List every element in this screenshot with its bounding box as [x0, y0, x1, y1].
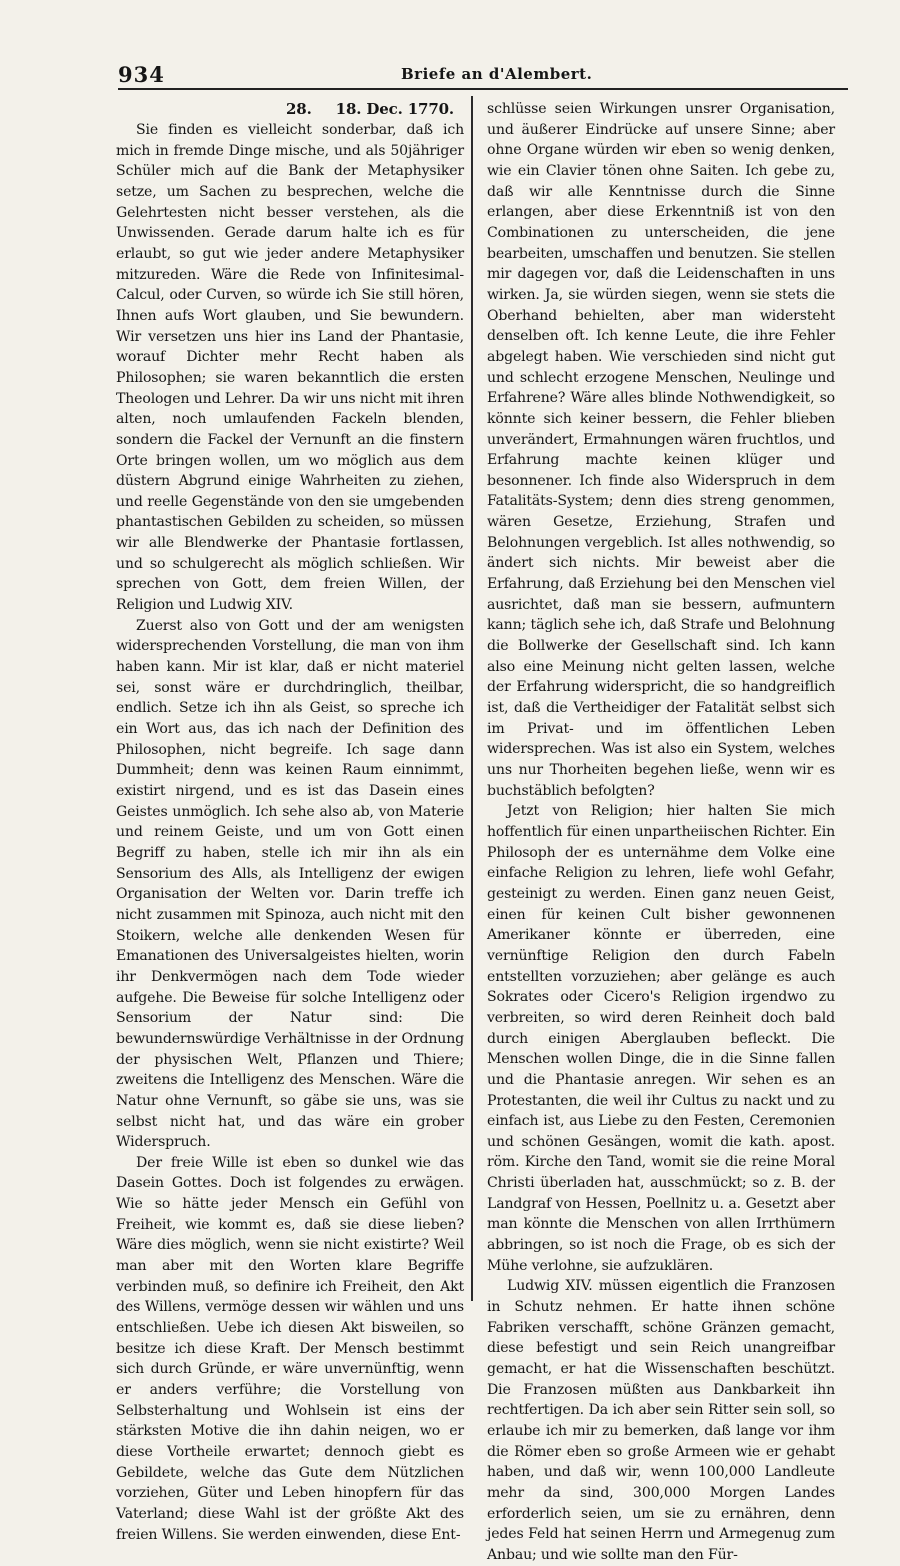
letter-number: 28.	[286, 100, 312, 118]
running-title: Briefe an d'Alembert.	[401, 65, 593, 83]
left-column	[116, 99, 464, 1545]
paragraph: Der freie Wille ist eben so dunkel wie das Dasein Gottes. Doch ist folgendes zu erwägen. Wie so hätte jeder Mensch ein Gefühl von Freiheit, wie kommt es, daß sie diese lieben? Wäre dies möglich, wenn sie nicht existirte? Weil man aber mit den Worten klare Begriffe verbinden muß, so definire ich Freiheit, den Akt des Willens, vermöge dessen wir wählen und uns entschließen. Uebe ich diesen Akt bisweilen, so besitze ich diese Kraft. Der Mensch bestimmt sich durch Gründe, er wäre unvernünftig, wenn er anders verführe; die Vorstellung von Selbsterhaltung und Wohlsein ist eins der stärksten Motive die ihn dahin neigen, wo er diese Vortheile erwartet; dennoch giebt es Gebildete, welche das Gute dem Nützlichen vorziehen, Güter und Leben hinopfern für das Vaterland; diese Wahl ist der größte Akt des freien Willens. Sie werden einwenden, diese Ent-	[116, 1154, 464, 1543]
paragraph: Ludwig XIV. müssen eigentlich die Franzosen in Schutz nehmen. Er hatte ihnen schöne Fabriken verschafft, schöne Gränzen gemacht, diese befestigt und sein Reich unangreifbar gemacht, er hat die Wissenschaften beschützt. Die Franzosen müßten aus Dankbarkeit ihn rechtfertigen. Da ich aber sein Ritter sein soll, so erlaube ich mir zu bemerken, daß lange vor ihm die Römer eben so große Armeen wie er gehabt haben, und daß wir, wenn 100,000 Landleute mehr da sind, 300,000 Morgen Landes erforderlich seien, um sie zu ernähren, denn jedes Feld hat seinen Herrn und Armegenug zum Anbau; und wie sollte man den Für-	[487, 1278, 835, 1563]
letter-heading	[116, 99, 464, 120]
paragraph: Zuerst also von Gott und der am wenigsten widersprechenden Vorstellung, die man von ihm haben kann. Mir ist klar, daß er nicht materiel sei, sonst wäre er durchdringlich, theilbar, endlich. Setze ich ihn als Geist, so spreche ich ein Wort aus, das ich nach der Definition des Philosophen, nicht begreife. Ich sage dann Dummheit; denn was keinen Raum einnimmt, existirt nirgend, und es ist das Dasein eines Geistes unmöglich. Ich sehe also ab, von Materie und reinem Geiste, und um von Gott einen Begriff zu haben, stelle ich mir ihn als ein Sensorium des Alls, als Intelligenz der ewigen Organisation der Welten vor. Darin treffe ich nicht zusammen mit Spinoza, auch nicht mit den Stoikern, welche alle denkenden Wesen für Emanationen des Universalgeistes hielten, worin ihr Denkvermögen nach dem Tode wieder aufgehe. Die Beweise für solche Intelligenz oder Sensorium der Natur sind: Die bewundernswürdige Verhältnisse in der Ordnung der physischen Welt, Pflanzen und Thiere; zweitens die Intelligenz des Menschen. Wäre die Natur ohne Vernunft, so gäbe sie uns, was sie selbst nicht hat, und das wäre ein grober Widerspruch.	[116, 617, 464, 1151]
paragraph: Sie finden es vielleicht sonderbar, daß ich mich in fremde Dinge mische, und als 50jähriger Schüler mich auf die Bank der Metaphysiker setze, um Sachen zu besprechen, welche die Gelehrtesten nicht besser verstehen, als die Unwissenden. Gerade darum halte ich es für erlaubt, so gut wie jeder andere Metaphysiker mitzureden. Wäre die Rede von Infinitesimal-Calcul, oder Curven, so würde ich Sie still hören, Ihnen aufs Wort glauben, und Sie bewundern. Wir versetzen uns hier ins Land der Phantasie, worauf Dichter mehr Recht haben als Philosophen; sie waren bekanntlich die ersten Theologen und Lehrer. Da wir uns nicht mit ihren alten, noch umlaufenden Fackeln blenden, sondern die Fackel der Vernunft an die finstern Orte bringen wollen, um wo möglich aus dem düstern Abgrund einige Wahrheiten zu ziehen, und reelle Gegenstände von den sie umgebenden phantastischen Gebilden zu scheiden, so müssen wir alle Blendwerke der Phantasie fortlassen, und so schulgerecht als möglich schließen. Wir sprechen von Gott, dem freien Willen, der Religion und Ludwig XIV.	[116, 122, 464, 614]
letter-date: 18. Dec. 1770.	[335, 100, 454, 118]
right-column	[487, 99, 835, 1566]
paragraph: schlüsse seien Wirkungen unsrer Organisation, und äußerer Eindrücke auf unsere Sinne; aber ohne Organe würden wir eben so wenig denken, wie ein Clavier tönen ohne Saiten. Ich gebe zu, daß wir alle Kenntnisse durch die Sinne erlangen, aber diese Erkenntniß ist von den Combinationen zu unterscheiden, die jene bearbeiten, umschaffen und benutzen. Sie stellen mir dagegen vor, daß die Leidenschaften in uns wirken. Ja, sie würden siegen, wenn sie stets die Oberhand behielten, aber man widersteht denselben oft. Ich kenne Leute, die ihre Fehler abgelegt haben. Wie verschieden sind nicht gut und schlecht erzogene Menschen, Neulinge und Erfahrene? Wäre alles blinde Nothwendigkeit, so könnte sich keiner bessern, die Fehler blieben unverändert, Ermahnungen wären fruchtlos, und Erfahrung machte keinen klüger und besonnener. Ich finde also Widerspruch in dem Fatalitäts-System; denn dies streng genommen, wären Gesetze, Erziehung, Strafen und Belohnungen vergeblich. Ist alles nothwendig, so ändert sich nichts. Mir beweist aber die Erfahrung, daß Erziehung bei den Menschen viel ausrichtet, daß man sie bessern, aufmuntern kann; täglich sehe ich, daß Strafe und Belohnung die Bollwerke der Gesellschaft sind. Ich kann also eine Meinung nicht gelten lassen, welche der Erfahrung widerspricht, die so handgreiflich ist, daß die Vertheidiger der Fatalität selbst sich im Privat- und im öffentlichen Leben widersprechen. Was ist also ein System, welches uns nur Thorheiten begehen ließe, wenn wir es buchstäblich befolgten?	[487, 101, 835, 799]
paragraph: Jetzt von Religion; hier halten Sie mich hoffentlich für einen unpartheiischen Richter. Ein Philosoph der es unternähme dem Volke eine einfache Religion zu lehren, liefe wohl Gefahr, gesteinigt zu werden. Einen ganz neuen Geist, einen für keinen Cult bisher gewonnenen Amerikaner könnte er überreden, eine vernünftige Religion den durch Fabeln entstellten vorzuziehen; aber gelänge es auch Sokrates oder Cicero's Religion irgendwo zu verbreiten, so wird deren Reinheit doch bald durch einigen Aberglauben befleckt. Die Menschen wollen Dinge, die in die Sinne fallen und die Phantasie anregen. Wir sehen es an Protestanten, die weil ihr Cultus zu nackt und zu einfach ist, aus Liebe zu den Festen, Ceremonien und schönen Gesängen, womit die kath. apost. röm. Kirche den Tand, womit sie die reine Moral Christi überladen hat, ausschmückt; so z. B. der Landgraf von Hessen, Poellnitz u. a. Gesetzt aber man könnte die Menschen von allen Irrthümern abbringen, so ist noch die Frage, ob es sich der Mühe verlohne, sie aufzuklären.	[487, 803, 836, 1274]
column-divider	[471, 96, 473, 1301]
page-header	[118, 62, 848, 90]
page-number: 934	[118, 62, 165, 87]
